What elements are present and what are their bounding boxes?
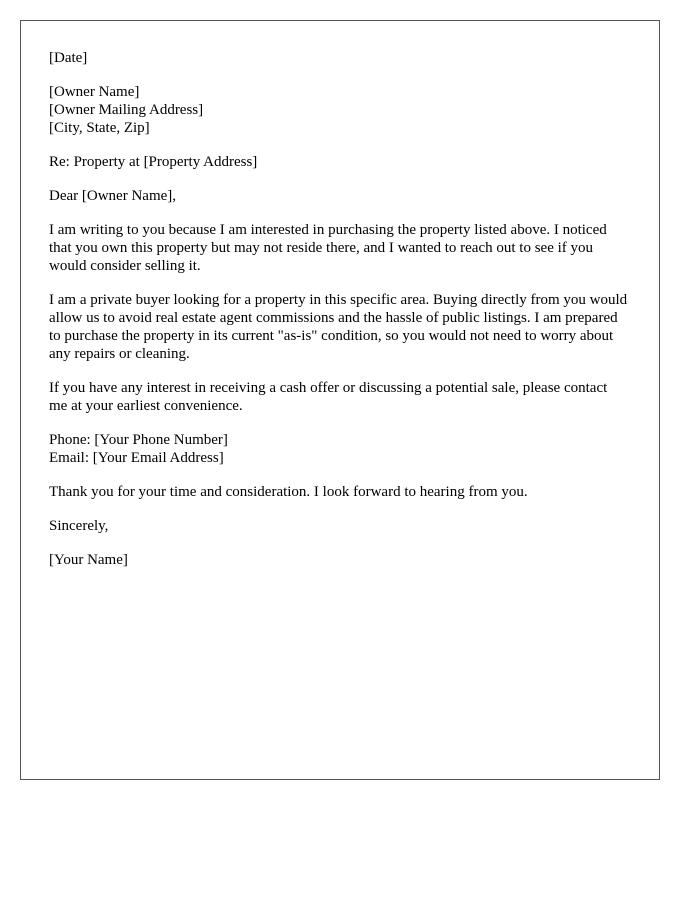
signature: [Your Name] — [49, 552, 128, 568]
recipient-name: [Owner Name] — [49, 84, 140, 100]
salutation: Dear [Owner Name], — [49, 188, 177, 204]
recipient-mailing-address: [Owner Mailing Address] — [49, 102, 204, 118]
recipient-block — [49, 83, 629, 137]
recipient-city-state-zip: [City, State, Zip] — [49, 120, 150, 136]
contact-email: Email: [Your Email Address] — [49, 450, 224, 466]
body-paragraph: I am writing to you because I am interested in purchasing the property listed above. I noticed that you own this property but may not reside there, and I wanted to reach out to see if you would consider selling it. — [49, 222, 607, 274]
subject-line: Re: Property at [Property Address] — [49, 154, 258, 170]
thanks-line: Thank you for your time and consideration. I look forward to hearing from you. — [49, 484, 528, 500]
closing: Sincerely, — [49, 518, 109, 534]
body-paragraph: I am a private buyer looking for a property in this specific area. Buying directly from you would allow us to avoid real estate agent commissions and the hassle of public listings. I am prepared to purchase the property in its current "as-is" condition, so you would not need to worry about any repairs or cleaning. — [49, 292, 628, 362]
letter-page — [20, 20, 660, 780]
body-paragraph: If you have any interest in receiving a cash offer or discussing a potential sale, please contact me at your earliest convenience. — [49, 380, 608, 414]
contact-phone: Phone: [Your Phone Number] — [49, 432, 228, 448]
letter-date: [Date] — [49, 50, 88, 66]
contact-block — [49, 431, 629, 467]
letter-body — [49, 49, 629, 585]
